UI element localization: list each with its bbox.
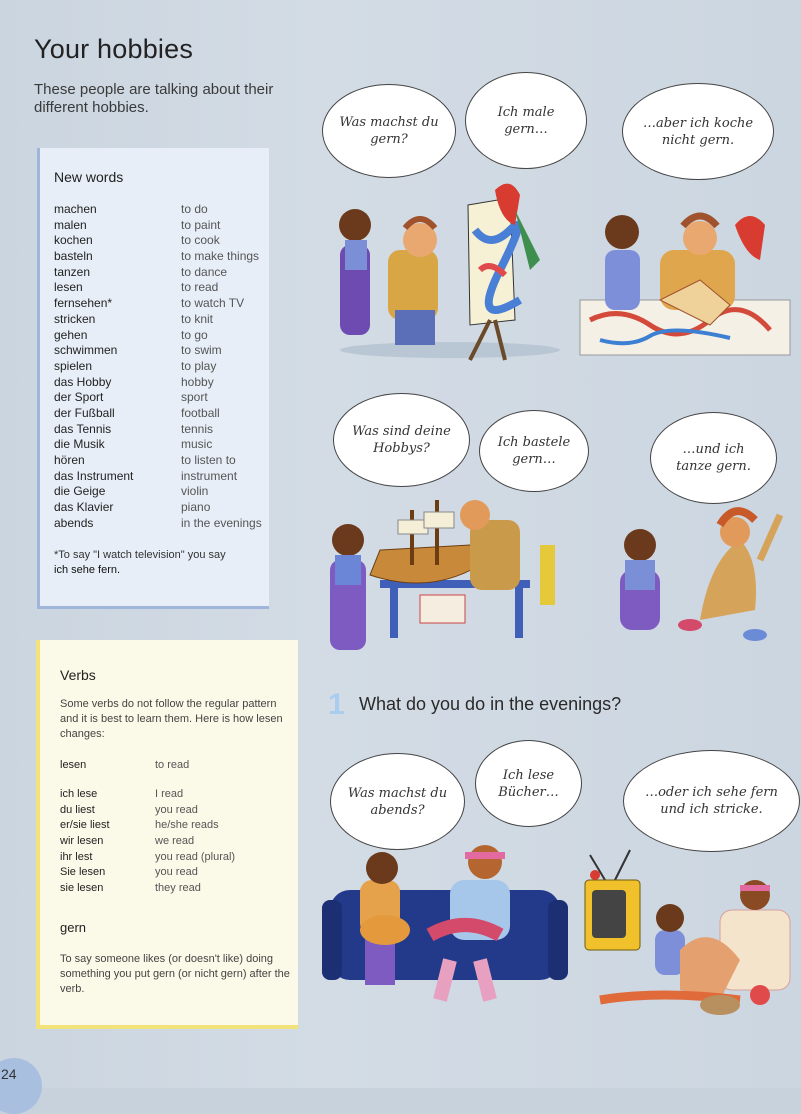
painter-illustration (339, 184, 560, 360)
word-english: to knit (181, 311, 214, 326)
word-english: to make things (181, 249, 260, 264)
word-english: piano (181, 500, 211, 515)
speech-bubble-8 (475, 740, 582, 827)
dancing-illustration (620, 511, 780, 641)
conjugation-english: you read (plural) (155, 850, 236, 863)
word-english: to paint (181, 217, 221, 232)
word-english: violin (181, 484, 209, 499)
conjugation-english: they read (155, 882, 201, 895)
bubble-text-3: …aber ich koche nicht gern. (642, 115, 754, 148)
word-german: lesen (54, 280, 83, 295)
word-english: to listen to (181, 453, 236, 467)
word-english: in the evenings (181, 515, 262, 530)
word-english: to go (181, 327, 208, 342)
bubble-text-8: Ich lese Bücher… (498, 767, 559, 800)
footnote-example: ich sehe fern. (54, 564, 121, 576)
exercise-title: What do you do in the evenings? (359, 694, 622, 714)
word-english: to play (181, 358, 217, 373)
page-title: Your hobbies (34, 34, 194, 64)
word-german: spielen (54, 358, 93, 373)
gern-text: To say someone likes (or doesn't like) doing something you put gern (or nicht gern) after the verb. (60, 953, 290, 995)
gern-heading: gern (60, 920, 87, 935)
word-german: das Instrument (54, 468, 134, 483)
word-english: to swim (181, 343, 222, 358)
bubble-text-7: Was machst du abends? (347, 785, 448, 818)
bubble-text-4: Was sind deine Hobbys? (352, 424, 451, 456)
word-english: to cook (181, 233, 220, 248)
bubble-text-1: Was machst du gern? (339, 115, 439, 147)
bubble-text-5: Ich bastele gern… (497, 435, 571, 467)
word-german: hören (54, 453, 85, 467)
word-german: abends (54, 515, 94, 530)
word-english: tennis (181, 421, 214, 436)
verbs-heading: Verbs (60, 667, 96, 683)
conjugation-german: ihr lest (60, 850, 93, 863)
word-english: instrument (181, 468, 238, 483)
word-english: to dance (181, 264, 228, 279)
speech-bubble-4 (333, 393, 470, 487)
new-words-heading: New words (54, 169, 124, 185)
speech-bubble-1 (322, 84, 456, 178)
exercise-number: 1 (328, 688, 345, 721)
conjugation-english: you read (155, 803, 198, 816)
speech-bubble-9 (623, 750, 800, 852)
word-german: gehen (54, 327, 88, 342)
page-intro: These people are talking about their different hobbies. (34, 81, 274, 116)
word-german: stricken (54, 311, 96, 326)
conjugation-german: Sie lesen (60, 866, 106, 879)
word-english: to watch TV (181, 296, 245, 311)
bubble-text-9: …oder ich sehe fern und ich stricke. (645, 785, 778, 817)
conjugation-english: he/she reads (155, 819, 219, 832)
conjugation-english: we read (155, 835, 195, 848)
word-german: der Fußball (54, 405, 115, 420)
conjugation-english: you read (155, 866, 198, 879)
word-german: das Klavier (54, 500, 114, 515)
word-german: basteln (54, 249, 93, 264)
conjugation-english: I read (155, 788, 184, 800)
speech-bubble-7 (330, 753, 465, 850)
word-german: malen (54, 217, 87, 232)
word-german: fernsehen* (54, 296, 113, 311)
word-german: die Musik (54, 437, 105, 452)
word-german: das Tennis (54, 421, 112, 436)
footnote-text: *To say "I watch television" you say (54, 549, 226, 561)
word-german: kochen (54, 233, 93, 248)
infinitive-de: lesen (60, 759, 87, 771)
word-german: tanzen (54, 264, 91, 279)
word-english: music (181, 437, 213, 452)
reading-illustration (322, 845, 568, 1000)
word-german: der Sport (54, 390, 104, 405)
conjugation-german: wir lesen (60, 835, 104, 848)
cooking-illustration (580, 215, 790, 355)
speech-bubble-6 (650, 412, 777, 504)
tv-knitting-illustration (585, 850, 790, 1015)
word-english: to read (181, 280, 219, 295)
conjugation-german: sie lesen (60, 882, 104, 895)
word-german: schwimmen (54, 343, 118, 358)
speech-bubble-5 (479, 410, 589, 492)
bubble-text-6: …und ich tanze gern. (676, 442, 751, 474)
speech-bubble-2 (465, 72, 587, 169)
page-number: 24 (1, 1066, 17, 1082)
word-english: hobby (181, 374, 214, 389)
conjugation-german: er/sie liest (60, 819, 110, 832)
word-german: die Geige (54, 484, 106, 499)
word-german: das Hobby (54, 374, 112, 389)
infinitive-en: to read (155, 759, 190, 771)
conjugation-german: ich lese (60, 788, 98, 800)
conjugation-german: du liest (60, 803, 95, 816)
verbs-intro: Some verbs do not follow the regular pattern and it is best to learn them. Here is how lesen changes: (60, 698, 283, 740)
speech-bubble-3 (622, 83, 774, 180)
word-english: sport (181, 390, 208, 405)
word-german: machen (54, 202, 97, 216)
model-ship-illustration (330, 500, 555, 650)
bubble-text-2: Ich male gern… (497, 104, 555, 137)
word-english: football (181, 405, 220, 420)
word-english: to do (181, 202, 208, 216)
